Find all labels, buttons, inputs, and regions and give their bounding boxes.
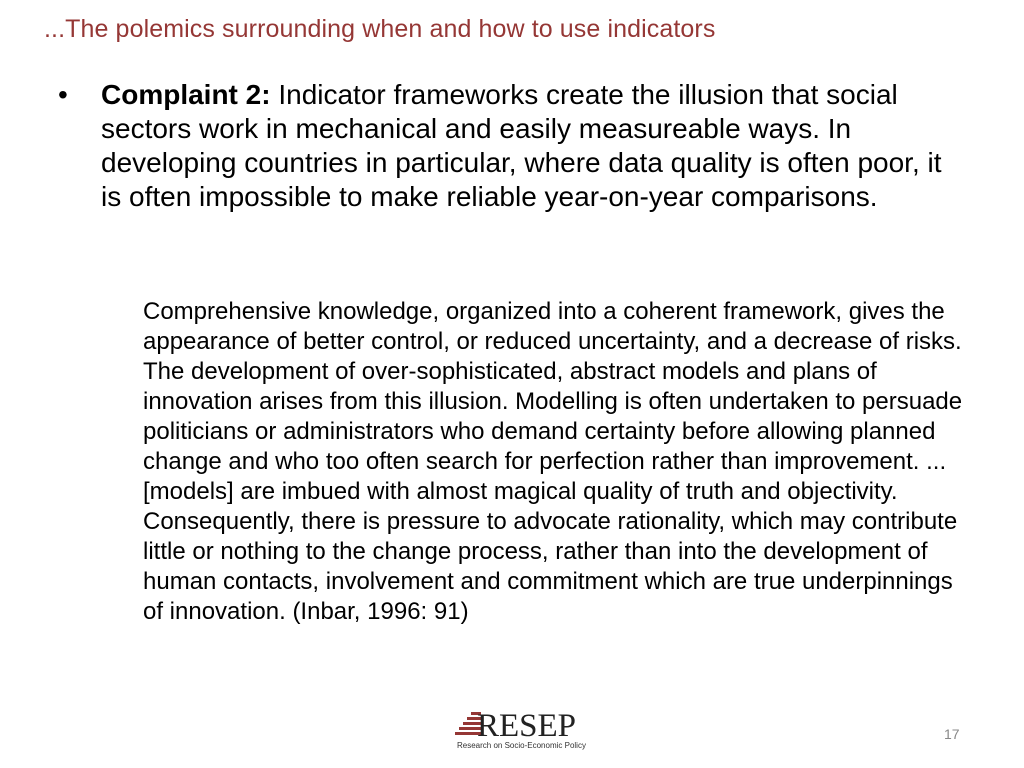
logo-tagline: Research on Socio-Economic Policy	[457, 741, 586, 750]
bullet-complaint	[58, 78, 958, 214]
block-quote: Comprehensive knowledge, organized into a coherent framework, gives the appearance of better control, or reduced uncertainty, and a decrease of risks. The development of over-sophisticated, abstract models and plans of innovation arises from this illusion. Modelling is often undertaken to persuade politicians or administrators who demand certainty before allowing planned change and who too often search for perfection rather than improvement. ... [models] are imbued with almost magical quality of truth and objectivity. Consequently, there is pressure to advocate rationality, which may contribute little or nothing to the change process, rather than into the development of human contacts, involvement and commitment which are true underpinnings of innovation. (Inbar, 1996: 91)	[143, 298, 963, 625]
bullet-body: Indicator frameworks create the illusion that social sectors work in mechanical and easily measureable ways. In developing countries in particular, where data quality is often poor, it is often impossible to make reliable year-on-year comparisons.	[101, 79, 942, 212]
bullet-text	[101, 78, 951, 214]
bullet-icon: •	[58, 79, 68, 110]
bullet-lead: Complaint 2:	[101, 79, 271, 110]
resep-logo	[455, 710, 585, 750]
slide-title: ...The polemics surrounding when and how to use indicators	[44, 15, 716, 43]
logo-word: RESEP	[477, 708, 577, 744]
page-number: 17	[944, 726, 960, 742]
